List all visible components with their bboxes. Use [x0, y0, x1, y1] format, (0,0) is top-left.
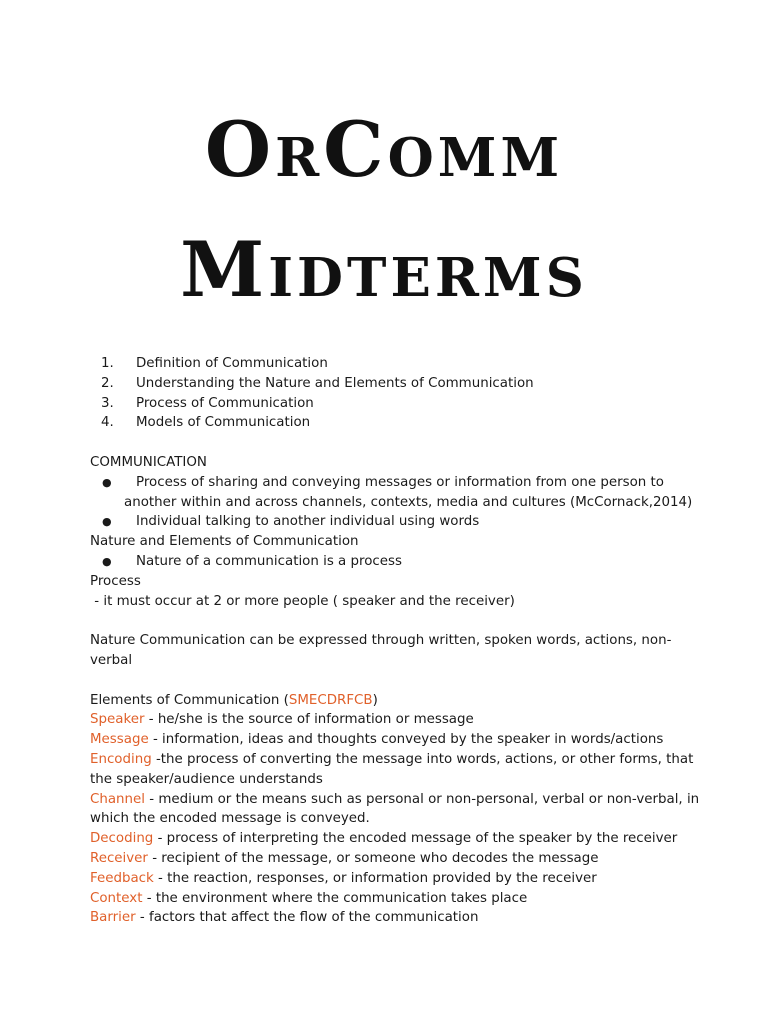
expressed-line-1: Nature Communication can be expressed through written, spoken words, actions, non-	[90, 633, 672, 649]
element-term: Encoding	[90, 751, 152, 767]
toc-number: 1.	[101, 356, 114, 371]
element-definition: - he/she is the source of information or message	[144, 712, 474, 728]
process-label: Process	[90, 573, 141, 589]
bullet-text: Individual talking to another individual using words	[136, 514, 480, 530]
toc-item-2	[90, 374, 690, 394]
element-definition: -the process of converting the message into words, actions, or other forms, that	[151, 751, 694, 767]
bullet-text: Nature of a communication is a process	[136, 553, 402, 569]
elements-heading-suffix: )	[372, 692, 378, 708]
communication-bullet-2	[90, 512, 690, 532]
toc-item-4	[90, 413, 690, 433]
toc-number: 3.	[101, 395, 114, 411]
bullet-dot-icon: ●	[102, 475, 112, 489]
toc-text: Process of Communication	[136, 395, 314, 411]
element-term: Barrier	[90, 910, 136, 926]
spacer	[90, 611, 690, 631]
communication-bullet-1	[90, 473, 690, 493]
bullet-dot-icon: ●	[102, 515, 112, 529]
element-term: Channel	[90, 791, 145, 807]
element-definition: - medium or the means such as personal or non-personal, verbal or non-verbal, in	[144, 791, 700, 807]
nature-heading: Nature and Elements of Communication	[90, 534, 359, 550]
spacer	[90, 433, 690, 453]
element-definition: - factors that affect the flow of the communication	[135, 910, 479, 926]
element-decoding	[90, 829, 690, 849]
element-definition: - process of interpreting the encoded message of the speaker by the receiver	[153, 831, 678, 847]
elements-acronym: SMECDRFCB	[288, 692, 373, 708]
element-barrier	[90, 908, 690, 928]
toc-item-3	[90, 394, 690, 414]
element-term: Decoding	[90, 831, 154, 847]
element-speaker	[90, 710, 690, 730]
process-text: - it must occur at 2 or more people ( speaker and the receiver)	[90, 593, 515, 609]
title-line-2: Midterms	[180, 225, 588, 314]
toc-text: Understanding the Nature and Elements of Communication	[136, 375, 534, 391]
toc-text: Models of Communication	[136, 415, 311, 431]
bullet-text: Process of sharing and conveying messages or information from one person to	[136, 474, 664, 490]
element-definition: - the environment where the communication takes place	[142, 890, 528, 906]
element-term: Feedback	[90, 870, 154, 886]
title-line-1: OrComm	[204, 105, 564, 194]
communication-heading: COMMUNICATION	[90, 454, 207, 470]
toc-number: 4.	[101, 415, 114, 431]
element-definition: - information, ideas and thoughts conveyed by the speaker in words/actions	[148, 732, 664, 748]
element-feedback	[90, 869, 690, 889]
element-channel-continuation: which the encoded message is conveyed.	[90, 811, 370, 827]
element-message	[90, 730, 690, 750]
bullet-continuation: another within and across channels, contexts, media and cultures (McCornack,2014)	[124, 494, 693, 510]
element-term: Message	[90, 732, 149, 748]
elements-heading	[90, 691, 690, 711]
element-channel	[90, 790, 700, 810]
element-definition: - recipient of the message, or someone who decodes the message	[147, 850, 599, 866]
element-encoding	[90, 750, 694, 770]
element-term: Speaker	[90, 712, 145, 728]
element-term: Context	[90, 890, 143, 906]
element-context	[90, 889, 690, 909]
element-definition: - the reaction, responses, or information provided by the receiver	[153, 870, 597, 886]
document-body	[90, 354, 700, 928]
element-encoding-continuation: the speaker/audience understands	[90, 771, 323, 787]
nature-bullet	[90, 552, 690, 572]
expressed-line-2: verbal	[90, 652, 133, 668]
element-receiver	[90, 849, 690, 869]
toc-number: 2.	[101, 375, 114, 391]
bullet-dot-icon: ●	[102, 554, 112, 568]
toc-text: Definition of Communication	[136, 356, 328, 371]
spacer	[90, 671, 690, 691]
toc-item-1	[90, 354, 690, 374]
elements-heading-prefix: Elements of Communication (	[90, 692, 289, 708]
element-term: Receiver	[90, 850, 148, 866]
